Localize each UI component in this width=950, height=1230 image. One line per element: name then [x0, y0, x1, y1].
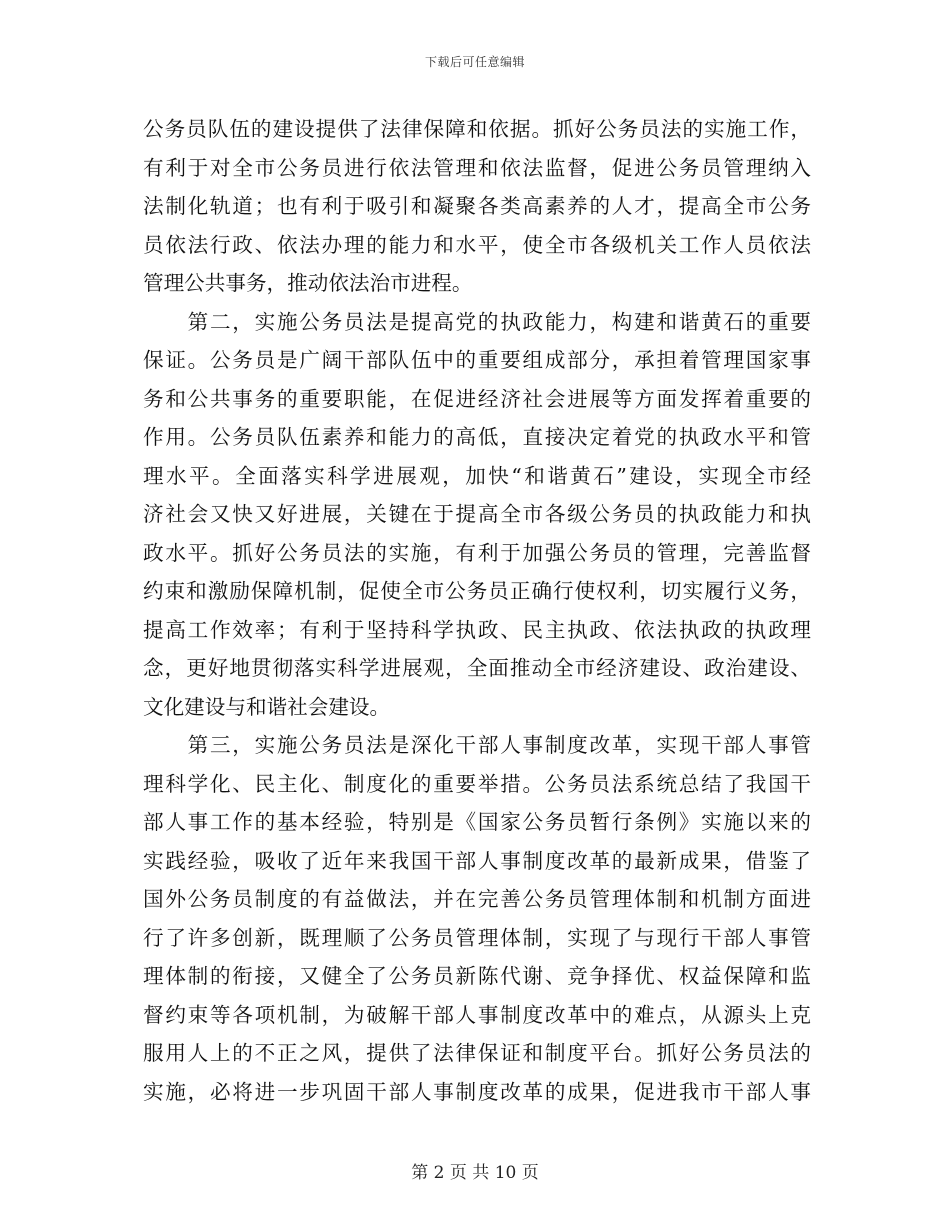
text-line: 实践经验，吸收了近年来我国干部人事制度改革的最新成果，借鉴了 — [143, 848, 811, 873]
text-line: 念，更好地贯彻落实科学进展观，全面推动全市经济建设、政治建设、 — [143, 656, 811, 680]
text-line: 法制化轨道；也有利于吸引和凝聚各类高素养的人才，提高全市公务 — [143, 194, 811, 218]
page-header: 下载后可任意编辑 — [424, 55, 525, 69]
text-line: 行了许多创新，既理顺了公务员管理体制，实现了与现行干部人事管 — [143, 925, 811, 950]
text-line: 济社会又快又好进展，关键在于提高全市各级公务员的执政能力和执 — [143, 502, 811, 526]
text-line: 部人事工作的基本经验，特别是《国家公务员暂行条例》实施以来的 — [143, 810, 811, 834]
text-line: 国外公务员制度的有益做法，并在完善公务员管理体制和机制方面进 — [143, 887, 811, 911]
text-line: 第二，实施公务员法是提高党的执政能力，构建和谐黄石的重要 — [143, 309, 811, 334]
text-line: 文化建设与和谐社会建设。 — [143, 694, 391, 719]
text-line: 理科学化、民主化、制度化的重要举措。公务员法系统总结了我国干 — [143, 771, 811, 796]
text-line: 作用。公务员队伍素养和能力的高低，直接决定着党的执政水平和管 — [143, 425, 811, 449]
text-line: 务和公共事务的重要职能，在促进经济社会进展等方面发挥着重要的 — [143, 386, 811, 411]
text-line: 理水平。全面落实科学进展观，加快“和谐黄石”建设，实现全市经 — [143, 463, 811, 488]
text-line: 第三，实施公务员法是深化干部人事制度改革，实现干部人事管 — [143, 733, 811, 757]
text-line: 保证。公务员是广阔干部队伍中的重要组成部分，承担着管理国家事 — [143, 348, 811, 372]
text-line: 实施，必将进一步巩固干部人事制度改革的成果，促进我市干部人事 — [143, 1079, 811, 1104]
text-line: 管理公共事务，推动依法治市进程。 — [143, 271, 473, 295]
document-body — [143, 110, 811, 1111]
text-line: 约束和激励保障机制，促使全市公务员正确行使权利，切实履行义务， — [143, 579, 811, 603]
text-line: 理体制的衔接，又健全了公务员新陈代谢、竞争择优、权益保障和监 — [143, 964, 811, 988]
text-line: 员依法行政、依法办理的能力和水平，使全市各级机关工作人员依法 — [143, 232, 811, 257]
text-line: 提高工作效率；有利于坚持科学执政、民主执政、依法执政的执政理 — [143, 617, 811, 642]
text-line: 服用人上的不正之风，提供了法律保证和制度平台。抓好公务员法的 — [143, 1041, 811, 1065]
text-line: 公务员队伍的建设提供了法律保障和依据。抓好公务员法的实施工作， — [143, 117, 811, 141]
text-line: 政水平。抓好公务员法的实施，有利于加强公务员的管理，完善监督 — [143, 540, 811, 565]
page-number: 第 2 页 共 10 页 — [411, 1163, 539, 1183]
text-line: 督约束等各项机制，为破解干部人事制度改革中的难点，从源头上克 — [143, 1002, 811, 1027]
text-line: 有利于对全市公务员进行依法管理和依法监督，促进公务员管理纳入 — [143, 155, 811, 180]
